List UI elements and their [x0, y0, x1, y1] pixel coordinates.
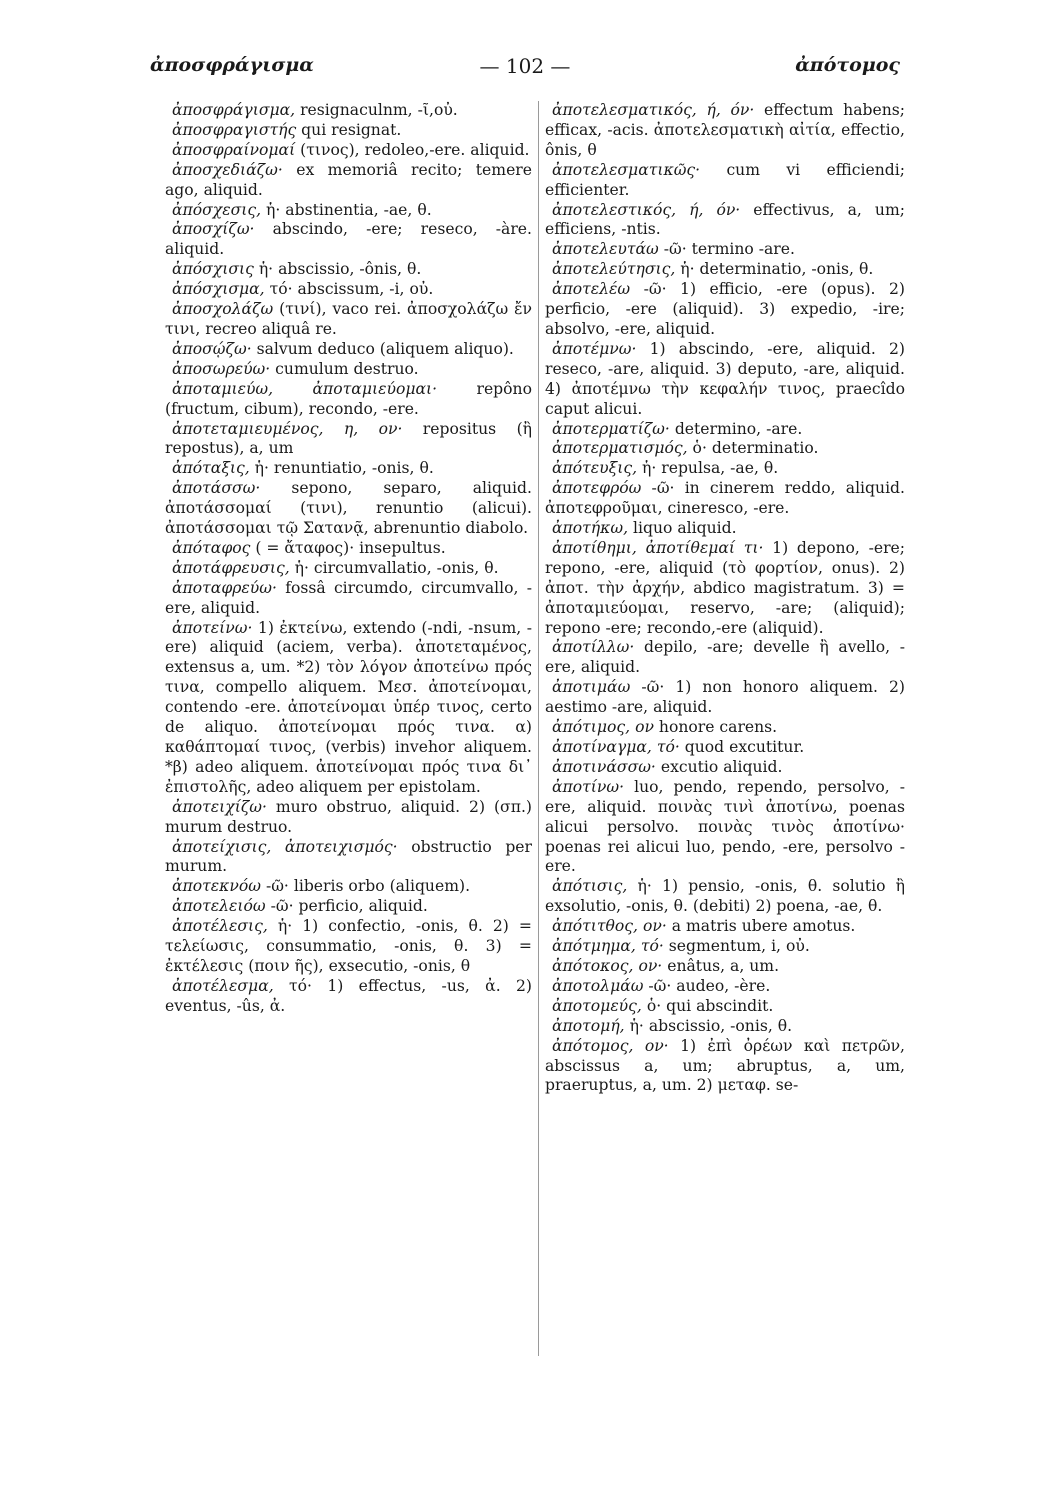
dictionary-entry: [545, 997, 905, 1017]
left-column: [165, 101, 532, 1017]
entry-definition: muro obstruo, aliquid. 2) (σπ.) murum destruo.: [165, 797, 532, 836]
entry-headword: ἀποτέμνω·: [552, 339, 637, 358]
dictionary-entry: [545, 420, 905, 440]
entry-headword: ἀποτάφρευσις,: [172, 558, 290, 577]
dictionary-entry: [545, 758, 905, 778]
entry-definition: salvum deduco (aliquem aliquo).: [251, 339, 514, 358]
entry-definition: enâtus, a, um.: [662, 956, 780, 975]
entry-definition: ὁ· qui abscindit.: [641, 996, 774, 1015]
dictionary-entry: [165, 420, 532, 460]
entry-headword: ἀποτείχισις, ἀποτειχισμός·: [172, 837, 398, 856]
entry-definition: -ῶ· 1) efficio, -ere (opus). 2) perficio, -ere (aliquid). 3) expedio, -ire; absolvo, -ere, aliquid.: [545, 280, 905, 338]
dictionary-entry: [165, 121, 532, 141]
dictionary-entry: [165, 917, 532, 977]
entry-headword: ἀποτελέω: [552, 280, 631, 299]
entry-definition: -ῶ· termino -are.: [658, 240, 795, 259]
entry-definition: cum vi efficiendi; efficienter.: [545, 160, 905, 199]
entry-definition: cumulum destruo.: [270, 359, 419, 378]
dictionary-entry: [545, 877, 905, 917]
dictionary-entry: [545, 340, 905, 420]
dictionary-entry: [545, 937, 905, 957]
header-right-guideword: ἀπότομος: [795, 54, 900, 76]
entry-definition: ὁ· determinatio.: [687, 439, 819, 458]
entry-definition: ἡ· abstinentia, -ae, θ.: [261, 200, 432, 219]
dictionary-entry: [165, 838, 532, 878]
dictionary-entry: [545, 479, 905, 519]
dictionary-entry: [165, 559, 532, 579]
entry-headword: ἀποταφρεύω·: [172, 578, 277, 597]
entry-definition: a matris ubere amotus.: [666, 917, 856, 936]
entry-headword: ἀποσχίζω·: [172, 220, 255, 239]
entry-headword: ἀποτείνω·: [172, 618, 253, 637]
dictionary-entry: [545, 638, 905, 678]
entry-definition: ex memoriâ recito; temere ago, aliquid.: [165, 160, 532, 199]
dictionary-entry: [545, 1037, 905, 1097]
entry-headword: ἀπότιμος, ον: [552, 718, 654, 737]
entry-definition: ( = ἄταφος)· insepultus.: [250, 538, 446, 557]
entry-headword: ἀπόσχισμα,: [172, 280, 265, 299]
entry-definition: ἡ· determinatio, -onis, θ.: [675, 260, 874, 279]
dictionary-entry: [545, 957, 905, 977]
dictionary-entry: [545, 718, 905, 738]
dictionary-entry: [165, 280, 532, 300]
dictionary-entry: [165, 798, 532, 838]
entry-definition: effectivus, a, um; efficiens, -ntis.: [545, 200, 905, 239]
entry-headword: ἀποτολμάω: [552, 976, 644, 995]
dictionary-entry: [165, 579, 532, 619]
entry-headword: ἀπότομος, ον·: [552, 1036, 669, 1055]
dictionary-entry: [545, 1017, 905, 1037]
dictionary-entry: [165, 220, 532, 260]
dictionary-entry: [165, 300, 532, 340]
entry-headword: ἀποτομεύς,: [552, 996, 642, 1015]
dictionary-entry: [165, 340, 532, 360]
dictionary-entry: [545, 240, 905, 260]
entry-definition: luo, pendo, rependo, persolvo, -ere, aliquid. ποινὰς τινὶ ἀποτίνω, poenas alicui persolvo. ποινὰς τινὸς ἀποτίνω· poenas rei alicui luo, pendo, -ere, persolvo -ere.: [545, 777, 905, 876]
entry-definition: -ῶ· perficio, aliquid.: [265, 897, 428, 916]
right-column: [545, 101, 905, 1096]
entry-definition: segmentum, i, οὐ.: [663, 937, 810, 956]
entry-headword: ἀποτελεσματικός, ή, όν·: [552, 101, 755, 119]
entry-headword: ἀποτερματίζω·: [552, 419, 670, 438]
entry-definition: ἡ· 1) confectio, -onis, θ. 2) = τελείωσις, consummatio, -onis, θ. 3) = ἐκτέλεσις (ποιν ῆς), exsecutio, -onis, θ: [165, 917, 532, 975]
entry-definition: depilo, -are; develle ἢ avello, -ere, aliquid.: [545, 638, 905, 677]
entry-definition: ἡ· abscissio, -ônis, θ.: [253, 260, 422, 279]
entry-headword: ἀποσχολάζω: [172, 300, 274, 319]
entry-definition: 1) abscindo, -ere, aliquid. 2) reseco, -are, aliquid. 3) deputo, -are, aliquid. 4) ἀποτέμνω τὴν κεφαλήν τινος, praecîdo caput alicui.: [545, 339, 905, 418]
dictionary-entry: [545, 260, 905, 280]
dictionary-entry: [165, 141, 532, 161]
entry-headword: ἀποτελεύτησις,: [552, 260, 676, 279]
entry-definition: effectum habens; efficax, -acis. ἀποτελεσματικὴ αἰτία, effectio, ônis, θ: [545, 101, 905, 159]
entry-headword: ἀποσωρεύω·: [172, 359, 271, 378]
entry-headword: ἀποταμιεύω, ἀποταμιεύομαι·: [172, 379, 438, 398]
entry-headword: ἀποτεφρόω: [552, 479, 642, 498]
entry-headword: ἀποτίλλω·: [552, 638, 635, 657]
entry-headword: ἀποτήκω,: [552, 519, 629, 538]
dictionary-entry: [165, 161, 532, 201]
entry-definition: 1) ἐκτείνω, extendo (-ndi, -nsum, -ere) aliquid (aciem, verba). ἀποτεταμένος, extensus a, um. *2) τὸν λόγον ἀποτείνω πρός τινα, compello aliquem. Μεσ. ἀποτείνομαι, contendo -ere. ἀποτείνομαι ὑπέρ τινος, certo de aliquo. ἀποτείνομαι πρός τινα. α) καθάπτομαί τινος, (verbis) invehor aliquem. *β) adeo aliquem. ἀποτείνομαι πρός τινα δι᾽ ἐπιστολῆς, adeo aliquem per epistolam.: [165, 618, 532, 796]
entry-headword: ἀποσχεδιάζω·: [172, 160, 283, 179]
dictionary-entry: [545, 519, 905, 539]
entry-headword: ἀπότισις,: [552, 877, 628, 896]
dictionary-entry: [545, 977, 905, 997]
entry-headword: ἀποτειχίζω·: [172, 797, 267, 816]
dictionary-entry: [165, 201, 532, 221]
entry-headword: ἀπόσχεσις,: [172, 200, 262, 219]
entry-definition: τό· abscissum, -i, οὐ.: [264, 280, 434, 299]
entry-headword: ἀποσφράγισμα,: [172, 101, 296, 119]
entry-definition: honore carens.: [653, 718, 778, 737]
entry-definition: (τινος), redoleo,-ere. aliquid.: [295, 140, 530, 159]
entry-headword: ἀποτελευτάω: [552, 240, 659, 259]
header-left-guideword: ἀποσφράγισμα: [150, 54, 314, 76]
dictionary-entry: [165, 877, 532, 897]
entry-definition: qui resignat.: [296, 120, 402, 139]
page-number: — 102 —: [479, 54, 571, 78]
entry-definition: determino, -are.: [669, 419, 803, 438]
entry-definition: ἡ· circumvallatio, -onis, θ.: [289, 558, 499, 577]
dictionary-entry: [165, 260, 532, 280]
entry-headword: ἀποτινάσσω·: [552, 757, 656, 776]
entry-headword: ἀποτεταμιευμένος, η, ον·: [172, 419, 403, 438]
entry-definition: abscindo, -ere; reseco, -àre. aliquid.: [165, 220, 532, 259]
entry-definition: -ῶ· audeo, -ère.: [643, 976, 771, 995]
entry-headword: ἀπόταξις,: [172, 459, 250, 478]
dictionary-entry: [545, 539, 905, 639]
entry-definition: excutio aliquid.: [655, 757, 783, 776]
entry-headword: ἀποτίναγμα, τό·: [552, 738, 680, 756]
entry-definition: -ῶ· 1) non honoro aliquem. 2) aestimo -are, aliquid.: [545, 678, 905, 717]
entry-headword: ἀποτεκνόω: [172, 877, 261, 896]
dictionary-entry: [165, 479, 532, 539]
entry-definition: ἡ· abscissio, -onis, θ.: [624, 1016, 793, 1035]
entry-headword: ἀποτελεσματικῶς·: [552, 160, 701, 179]
entry-definition: quod excutitur.: [679, 738, 805, 756]
entry-headword: ἀποτελειόω: [172, 897, 266, 916]
column-divider: [538, 101, 539, 1356]
entry-definition: resignaculnm, -ῖ,οὐ.: [295, 101, 458, 119]
entry-headword: ἀποσῴζω·: [172, 339, 252, 358]
dictionary-entry: [165, 977, 532, 1017]
entry-definition: -ῶ· in cinerem reddo, aliquid. ἀποτεφροῦμαι, cineresco, -ere.: [545, 479, 905, 518]
entry-definition: ἡ· renuntiatio, -onis, θ.: [249, 459, 434, 478]
dictionary-entry: [165, 619, 532, 798]
entry-headword: ἀποσφραγιστής: [172, 120, 297, 139]
entry-definition: (τινί), vaco rei. ἀποσχολάζω ἔν τινι, recreo aliquâ re.: [165, 300, 532, 338]
entry-headword: ἀποτέλεσις,: [172, 917, 268, 936]
entry-definition: repositus (ἢ repostus), a, um: [165, 419, 532, 458]
dictionary-entry: [545, 161, 905, 201]
page-header: [150, 54, 900, 84]
entry-headword: ἀποτάσσω·: [172, 479, 261, 498]
entry-headword: ἀποσφραίνομαί: [172, 140, 296, 159]
entry-headword: ἀποτιμάω: [552, 678, 631, 697]
entry-headword: ἀποτίθημι, ἀποτίθεμαί τι·: [552, 538, 764, 557]
entry-headword: ἀποτέλεσμα,: [172, 976, 274, 995]
dictionary-entry: [545, 459, 905, 479]
entry-definition: liquo aliquid.: [628, 519, 737, 538]
entry-definition: repôno (fructum, cibum), recondo, -ere.: [165, 379, 532, 418]
dictionary-entry: [545, 738, 905, 758]
entry-definition: fossâ circumdo, circumvallo, - ere, aliquid.: [165, 578, 532, 617]
entry-definition: 1) ἐπὶ ὀρέων καὶ πετρῶν, abscissus a, um; abruptus, a, um, praeruptus, a, um. 2) μεταφ. se-: [545, 1036, 906, 1095]
dictionary-entry: [165, 101, 532, 121]
entry-headword: ἀποτελεστικός, ή, όν·: [552, 200, 741, 219]
dictionary-entry: [545, 101, 905, 161]
dictionary-entry: [545, 678, 905, 718]
entry-headword: ἀπόταφος: [172, 538, 251, 557]
entry-headword: ἀποτερματισμός,: [552, 439, 688, 458]
entry-headword: ἀποτίνω·: [552, 777, 625, 796]
entry-definition: 1) depono, -ere; repono, -ere, aliquid (τὸ φορτίον, onus). 2) ἀποτ. τὴν ἀρχήν, abdico magistratum. 3) = ἀποταμιεύομαι, reservo, -are; (aliquid); repono -ere; recondo,-ere (aliquid).: [545, 538, 906, 637]
dictionary-entry: [165, 897, 532, 917]
dictionary-entry: [545, 201, 905, 241]
dictionary-entry: [545, 778, 905, 878]
dictionary-entry: [165, 539, 532, 559]
entry-definition: obstructio per murum.: [165, 837, 532, 876]
dictionary-entry: [165, 360, 532, 380]
dictionary-entry: [165, 380, 532, 420]
entry-definition: ἡ· repulsa, -ae, θ.: [637, 459, 779, 478]
entry-headword: ἀποτομή,: [552, 1016, 625, 1035]
entry-definition: ἡ· 1) pensio, -onis, θ. solutio ἢ exsolutio, -onis, θ. (debiti) 2) poena, -ae, θ.: [545, 877, 905, 916]
dictionary-entry: [165, 459, 532, 479]
entry-headword: ἀπότευξις,: [552, 459, 638, 478]
entry-definition: sepono, separo, aliquid. ἀποτάσσομαί (τινι), renuntio (alicui). ἀποτάσσομαι τῷ Σατανᾷ, abrenuntio diabolo.: [165, 479, 532, 538]
entry-headword: ἀπότοκος, ον·: [552, 956, 663, 975]
entry-headword: ἀπότμημα, τό·: [552, 937, 664, 956]
entry-headword: ἀπόσχισις: [172, 260, 254, 279]
entry-definition: -ῶ· liberis orbo (aliquem).: [260, 877, 471, 896]
entry-headword: ἀπότιτθος, ον·: [552, 917, 667, 936]
entry-definition: τό· 1) effectus, -us, ἀ. 2) eventus, -ûs, ἀ.: [165, 976, 532, 1015]
dictionary-entry: [545, 280, 905, 340]
dictionary-entry: [545, 917, 905, 937]
dictionary-entry: [545, 439, 905, 459]
